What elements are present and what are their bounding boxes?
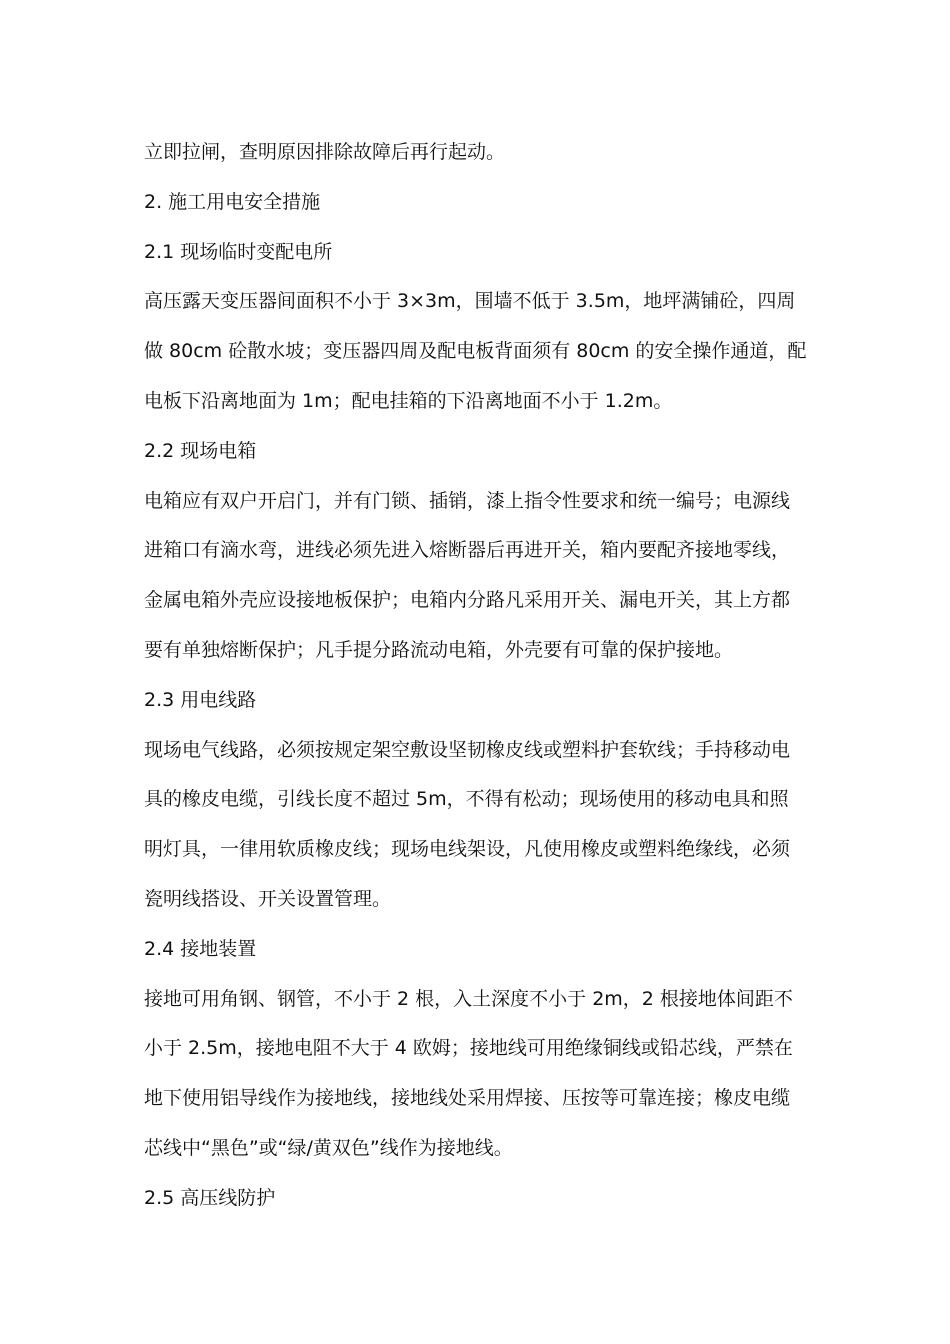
paragraph-line: 做 80cm 砼散水坡；变压器四周及配电板背面须有 80cm 的安全操作通道，配 bbox=[144, 340, 807, 363]
paragraph-line: 芯线中“黑色”或“绿/黄双色”线作为接地线。 bbox=[144, 1136, 513, 1159]
subsection-heading: 2.4 接地装置 bbox=[144, 937, 257, 960]
paragraph-continuation-line: 立即拉闸，查明原因排除故障后再行起动。 bbox=[144, 141, 506, 163]
paragraph-line: 进箱口有滴水弯，进线必须先进入熔断器后再进开关，箱内要配齐接地零线， bbox=[144, 539, 791, 562]
paragraph-line: 金属电箱外壳应设接地板保护；电箱内分路凡采用开关、漏电开关，其上方都 bbox=[144, 589, 791, 612]
paragraph-line: 具的橡皮电缆，引线长度不超过 5m，不得有松动；现场使用的移动电具和照 bbox=[144, 788, 789, 811]
paragraph-line: 要有单独熔断保护；凡手提分路流动电箱，外壳要有可靠的保护接地。 bbox=[144, 638, 734, 661]
paragraph-line: 电箱应有双户开启门，并有门锁、插销，漆上指令性要求和统一编号；电源线 bbox=[144, 489, 791, 512]
subsection-heading: 2.5 高压线防护 bbox=[144, 1186, 276, 1209]
subsection-heading: 2.2 现场电箱 bbox=[144, 439, 257, 462]
paragraph-line: 瓷明线搭设、开关设置管理。 bbox=[144, 887, 392, 910]
paragraph-line: 接地可用角钢、钢管，不小于 2 根，入土深度不小于 2m，2 根接地体间距不 bbox=[144, 987, 793, 1010]
paragraph-line: 现场电气线路，必须按规定架空敷设坚韧橡皮线或塑料护套软线；手持移动电 bbox=[144, 738, 791, 761]
paragraph-line: 明灯具，一律用软质橡皮线；现场电线架设，凡使用橡皮或塑料绝缘线，必须 bbox=[144, 838, 791, 861]
document-page bbox=[144, 128, 808, 1224]
paragraph-line: 高压露天变压器间面积不小于 3×3m，围墙不低于 3.5m，地坪满铺砼，四周 bbox=[144, 290, 796, 313]
paragraph-line: 电板下沿离地面为 1m；配电挂箱的下沿离地面不小于 1.2m。 bbox=[144, 389, 673, 412]
subsection-heading: 2.1 现场临时变配电所 bbox=[144, 240, 333, 263]
paragraph-line: 地下使用铝导线作为接地线，接地线处采用焊接、压按等可靠连接；橡皮电缆 bbox=[144, 1087, 791, 1110]
paragraph-line: 小于 2.5m，接地电阻不大于 4 欧姆；接地线可用绝缘铜线或铅芯线，严禁在 bbox=[144, 1037, 793, 1060]
subsection-heading: 2.3 用电线路 bbox=[144, 688, 257, 711]
section-heading: 2. 施工用电安全措施 bbox=[144, 190, 321, 213]
